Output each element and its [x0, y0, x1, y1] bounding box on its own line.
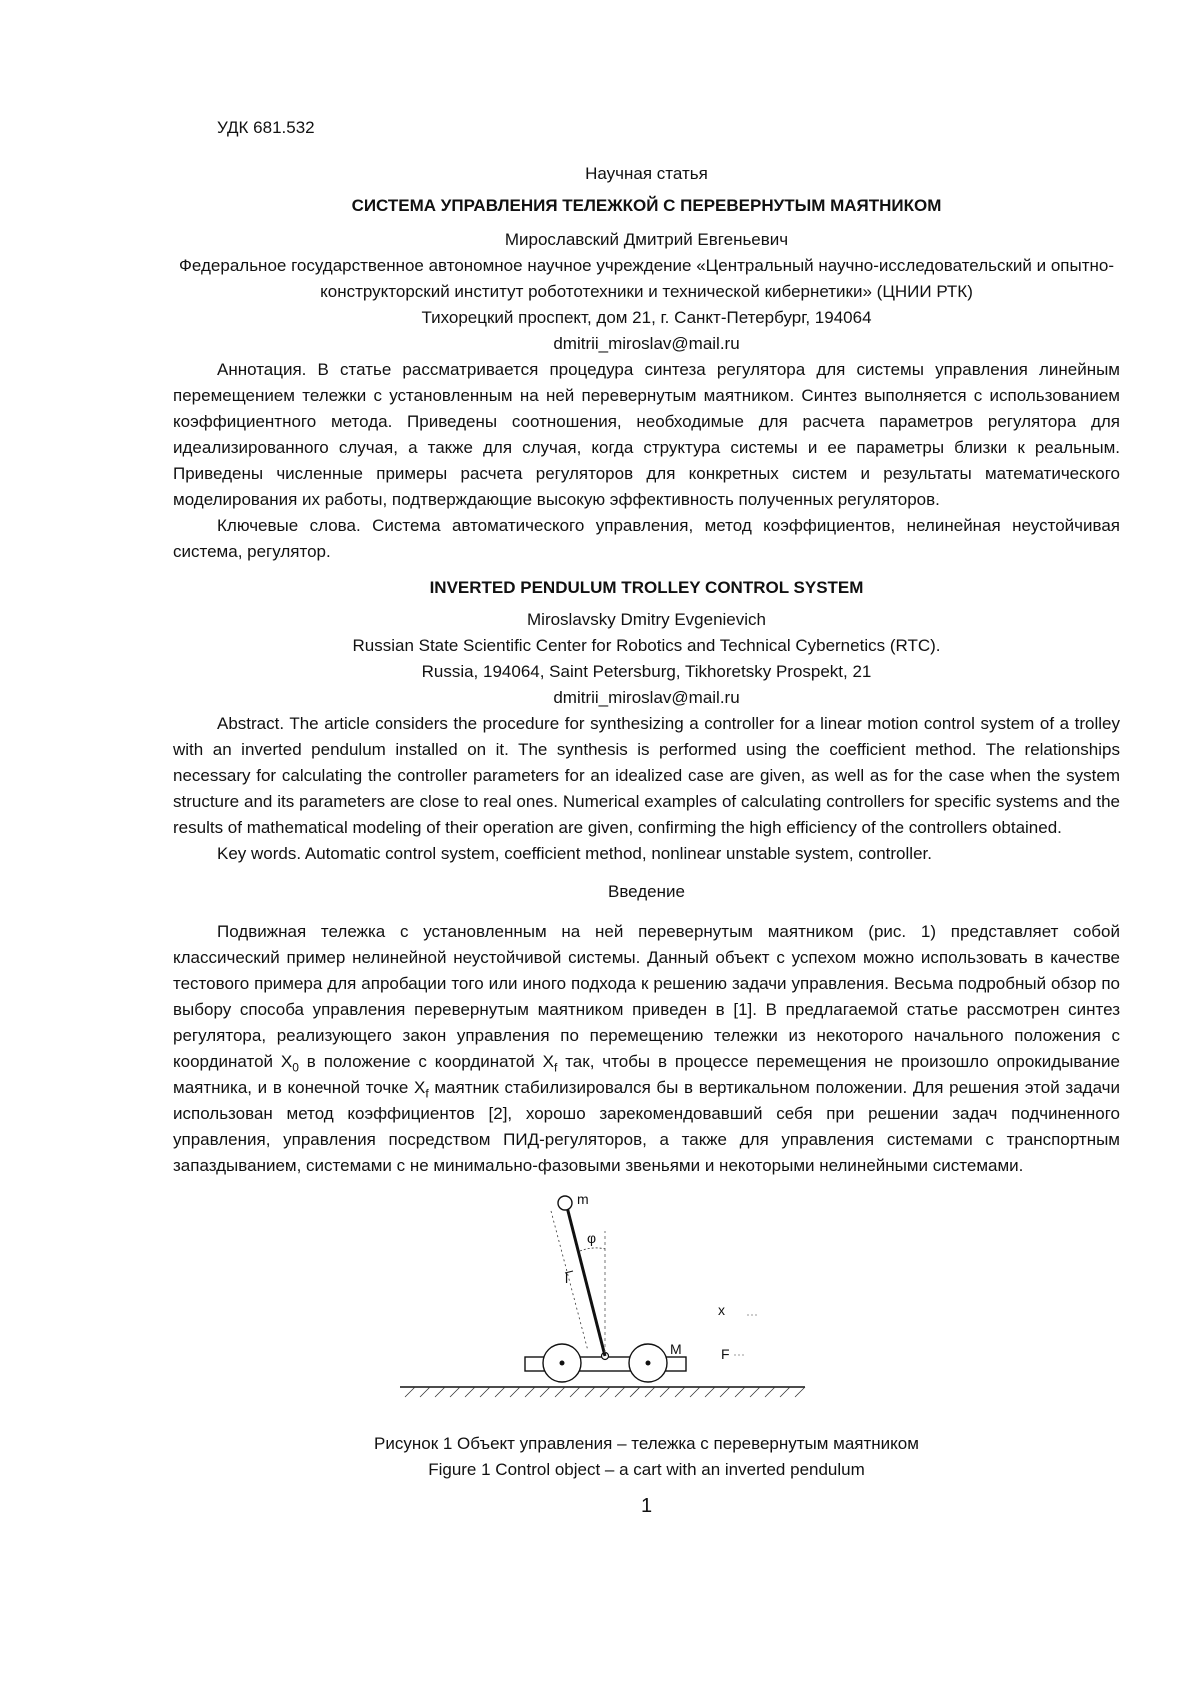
- length-dimension: [551, 1211, 588, 1351]
- wheel-left-hub: [560, 1361, 565, 1366]
- label-force: F: [721, 1346, 730, 1362]
- figure-caption-ru: Рисунок 1 Объект управления – тележка с перевернутым маятником: [374, 1434, 919, 1453]
- figure-caption-en: Figure 1 Control object – a cart with an inverted pendulum: [428, 1460, 865, 1479]
- author-ru: Мирославский Дмитрий Евгеньевич: [504, 230, 789, 249]
- xf-symbol-2: $X_f$: [414, 1078, 429, 1101]
- keywords-ru: Ключевые слова. Система автоматического управления, метод коэффициентов, нелинейная неустойчивая система, регулятор.: [173, 516, 1120, 561]
- page-number: 1: [640, 1495, 653, 1517]
- x0-symbol: $X_0$: [280, 1052, 299, 1075]
- email-ru: dmitrii_miroslav@mail.ru: [553, 334, 740, 353]
- xf-symbol: $X_f$: [542, 1052, 558, 1075]
- label-cart-mass: M: [670, 1341, 682, 1357]
- affiliation-ru: Федеральное государственное автономное научное учреждение «Центральный научно-исследовательский и опытно-конструкторский институт робототехники и технической кибернетики» (ЦНИИ РТК): [178, 256, 1115, 301]
- pendulum-mass: [558, 1196, 572, 1210]
- udk-code: УДК 681.532: [217, 118, 315, 137]
- address-en: Russia, 194064, Saint Petersburg, Tikhoretsky Prospekt, 21: [421, 662, 872, 681]
- label-angle: φ: [587, 1230, 597, 1246]
- section-heading-intro: Введение: [608, 882, 685, 901]
- title-ru: СИСТЕМА УПРАВЛЕНИЯ ТЕЛЕЖКОЙ С ПЕРЕВЕРНУТЫМ МАЯТНИКОМ: [351, 196, 942, 215]
- intro-paragraph: [173, 919, 1120, 1179]
- intro-text-3: так, чтобы в процессе перемещения не произошло опрокидывание маятника, и в конечной точке: [173, 1052, 1120, 1097]
- label-x: x: [718, 1302, 725, 1318]
- keywords-en: Key words. Automatic control system, coefficient method, nonlinear unstable system, controller.: [217, 844, 932, 863]
- ground-hatching: [405, 1387, 805, 1397]
- paper-page: [173, 115, 1120, 1539]
- article-type: Научная статья: [585, 164, 708, 183]
- intro-text-2: в положение с координатой: [298, 1052, 543, 1071]
- label-length: l: [565, 1270, 569, 1286]
- figure-cart-pendulum: [173, 1191, 1120, 1431]
- pendulum-rod: [567, 1207, 605, 1356]
- cart-pendulum-diagram: [173, 1191, 1120, 1431]
- title-en: INVERTED PENDULUM TROLLEY CONTROL SYSTEM: [429, 578, 864, 597]
- author-en: Miroslavsky Dmitry Evgenievich: [527, 610, 766, 629]
- address-ru: Тихорецкий проспект, дом 21, г. Санкт-Петербург, 194064: [421, 308, 872, 327]
- wheel-right-hub: [646, 1361, 651, 1366]
- affiliation-en: Russian State Scientific Center for Robotics and Technical Cybernetics (RTC).: [352, 636, 941, 655]
- intro-text-1: Подвижная тележка с установленным на ней перевернутым маятником (рис. 1) представляет собой классический пример нелинейной неустойчивой системы. Данный объект с успехом можно использовать в качестве тестового примера для апробации того или иного подхода к решению задачи управления. Весьма подробный обзор по выбору способа управления перевернутым маятником приведен в [1]. В предлагаемой статье рассмотрен синтез регулятора, реализующего закон управления по перемещению тележки из некоторого начального положения с координатой: [173, 922, 1120, 1071]
- label-mass: m: [577, 1191, 589, 1207]
- email-en: dmitrii_miroslav@mail.ru: [553, 688, 740, 707]
- angle-arc: [580, 1248, 605, 1251]
- abstract-ru: Аннотация. В статье рассматривается процедура синтеза регулятора для системы управления линейным перемещением тележки с установленным на ней перевернутым маятником. Синтез выполняется с использованием коэффициентного метода. Приведены соотношения, необходимые для расчета параметров регулятора для идеализированного случая, а также для случая, когда структура системы и ее параметры близки к реальным. Приведены численные примеры расчета регуляторов для конкретных систем и результаты математического моделирования их работы, подтверждающие высокую эффективность полученных регуляторов.: [173, 360, 1120, 509]
- intro-text-4: маятник стабилизировался бы в вертикальном положении. Для решения этой задачи использован метод коэффициентов [2], хорошо зарекомендовавший себя при решении задач подчиненного управления, управления посредством ПИД-регуляторов, а также для управления системами с транспортным запаздыванием, системами с не минимально-фазовыми звеньями и некоторыми нелинейными системами.: [173, 1078, 1121, 1175]
- abstract-en: Abstract. The article considers the procedure for synthesizing a controller for a linear motion control system of a trolley with an inverted pendulum installed on it. The synthesis is performed using the coefficient method. The relationships necessary for calculating the controller parameters for an idealized case are given, as well as for the case when the system structure and its parameters are close to real ones. Numerical examples of calculating controllers for specific systems and the results of mathematical modeling of their operation are given, confirming the high efficiency of the controllers obtained.: [173, 714, 1120, 837]
